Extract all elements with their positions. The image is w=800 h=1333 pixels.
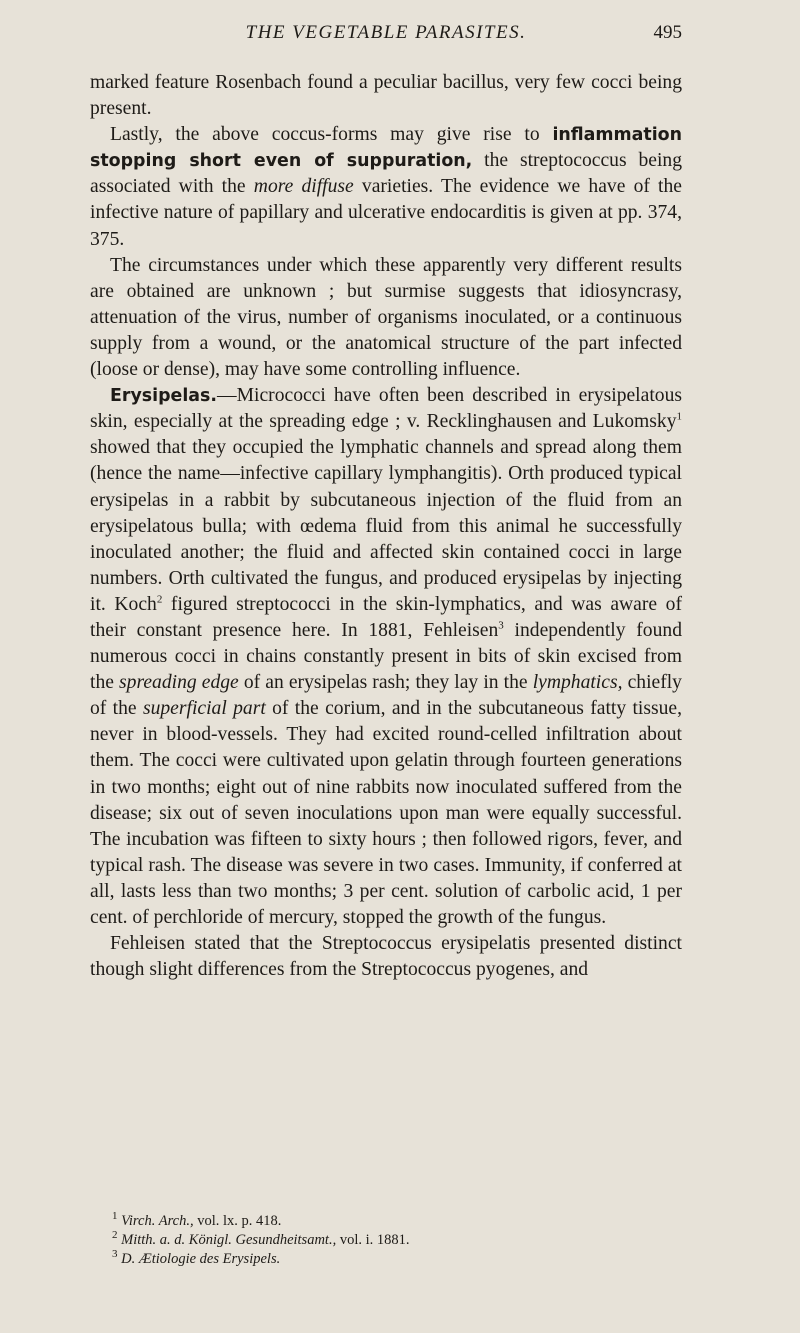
text-run: of the corium, and in the subcutaneous fatty tissue, never in blood-vessels. They had excited round-celled infiltration about them. The cocci were cultivated upon gelatin through fourteen generations in two months; eight out of nine rabbits now inoculated suffered from the disease; six out of seven inoculations upon man were equally successful. The incubation was fifteen to sixty hours ; then followed rigors, fever, and typical rash. The disease was severe in two cases. Immunity, if conferred at all, lasts less than two months; 3 per cent. solution of carbolic acid, 1 per cent. of perchloride of mercury, stopped the growth of the fungus.	[90, 698, 683, 928]
italic-text: Mitth. a. d. Königl. Gesundheitsamt.,	[121, 1232, 337, 1248]
footnote	[112, 1250, 692, 1269]
text-run: of an erysipelas rash; they lay in the	[238, 672, 533, 694]
text-run: independently found numerous cocci in chains constantly present in bits of skin excised from the	[90, 619, 682, 694]
text-run: the streptococcus being associated with the	[90, 150, 682, 198]
paragraph-inflammation	[90, 122, 682, 252]
text-run: —Micrococci have often been described in erysipelatous skin, especially at the spreading edge ; v. Recklinghausen and Lukomsky	[90, 385, 682, 433]
italic-text: lymphatics,	[532, 672, 623, 694]
italic-text: more diffuse	[253, 176, 354, 198]
bold-heading-text: inflammation stopping short even of suppuration,	[90, 125, 682, 172]
text-run: vol. i. 1881.	[336, 1232, 410, 1248]
text-run: Fehleisen stated that the Streptococcus erysipelatis presented distinct though slight differences from the Streptococcus pyogenes, and	[90, 933, 682, 981]
footnote-marker: 1	[676, 410, 682, 423]
running-header	[90, 22, 682, 56]
paragraph-erysipelas	[90, 383, 682, 931]
footnote	[112, 1212, 692, 1231]
footnote-marker: 2	[112, 1229, 118, 1242]
footnote-marker: 3	[112, 1248, 118, 1261]
bold-heading-text: Erysipelas.	[110, 386, 218, 407]
body-text	[90, 70, 682, 983]
italic-text: spreading edge	[119, 672, 239, 694]
italic-text: superficial part	[142, 698, 266, 720]
paragraph-circumstances	[90, 253, 682, 383]
text-run: vol. lx. p. 418.	[193, 1213, 282, 1229]
text-run: varieties. The evidence we have of the infective nature of papillary and ulcerative endocarditis is given at pp. 374, 375.	[90, 176, 682, 250]
footnote	[112, 1231, 692, 1250]
text-run: chiefly of the	[90, 672, 682, 720]
running-title: THE VEGETABLE PARASITES.	[245, 22, 527, 43]
footnote-marker: 2	[156, 593, 163, 606]
text-run: figured streptococci in the skin-lymphatics, and was aware of their constant presence here. In 1881, Fehleisen	[90, 593, 683, 641]
text-run: Lastly, the above coccus-forms may give rise to	[110, 124, 553, 146]
footnote-marker: 1	[112, 1210, 118, 1223]
footnote-marker: 3	[498, 619, 504, 632]
text-run: showed that they occupied the lymphatic channels and spread along them (hence the name—infective capillary lymphangitis). Orth produced typical erysipelas in a rabbit by subcutaneous injection of the fluid from an erysipelatous bulla; with œdema fluid from this animal he successfully inoculated another; the fluid and affected skin contained cocci in large numbers. Orth cultivated the fungus, and produced erysipelas by injecting it. Koch	[90, 437, 682, 615]
paragraph-continuation	[90, 70, 682, 122]
italic-text: Virch. Arch.,	[121, 1213, 194, 1229]
page-number: 495	[653, 22, 682, 43]
text-run: marked feature Rosenbach found a peculiar bacillus, very few cocci being present.	[90, 72, 682, 120]
text-run: The circumstances under which these apparently very different results are obtained are unknown ; but surmise suggests that idiosyncrasy, attenuation of the virus, number of organisms inoculated, or a continuous supply from a wound, or the anatomical structure of the part infected (loose or dense), may have some controlling influence.	[90, 254, 682, 381]
footnotes	[112, 1212, 692, 1269]
italic-text: D. Ætiologie des Erysipels.	[121, 1251, 281, 1267]
paragraph-fehleisen	[90, 931, 682, 983]
